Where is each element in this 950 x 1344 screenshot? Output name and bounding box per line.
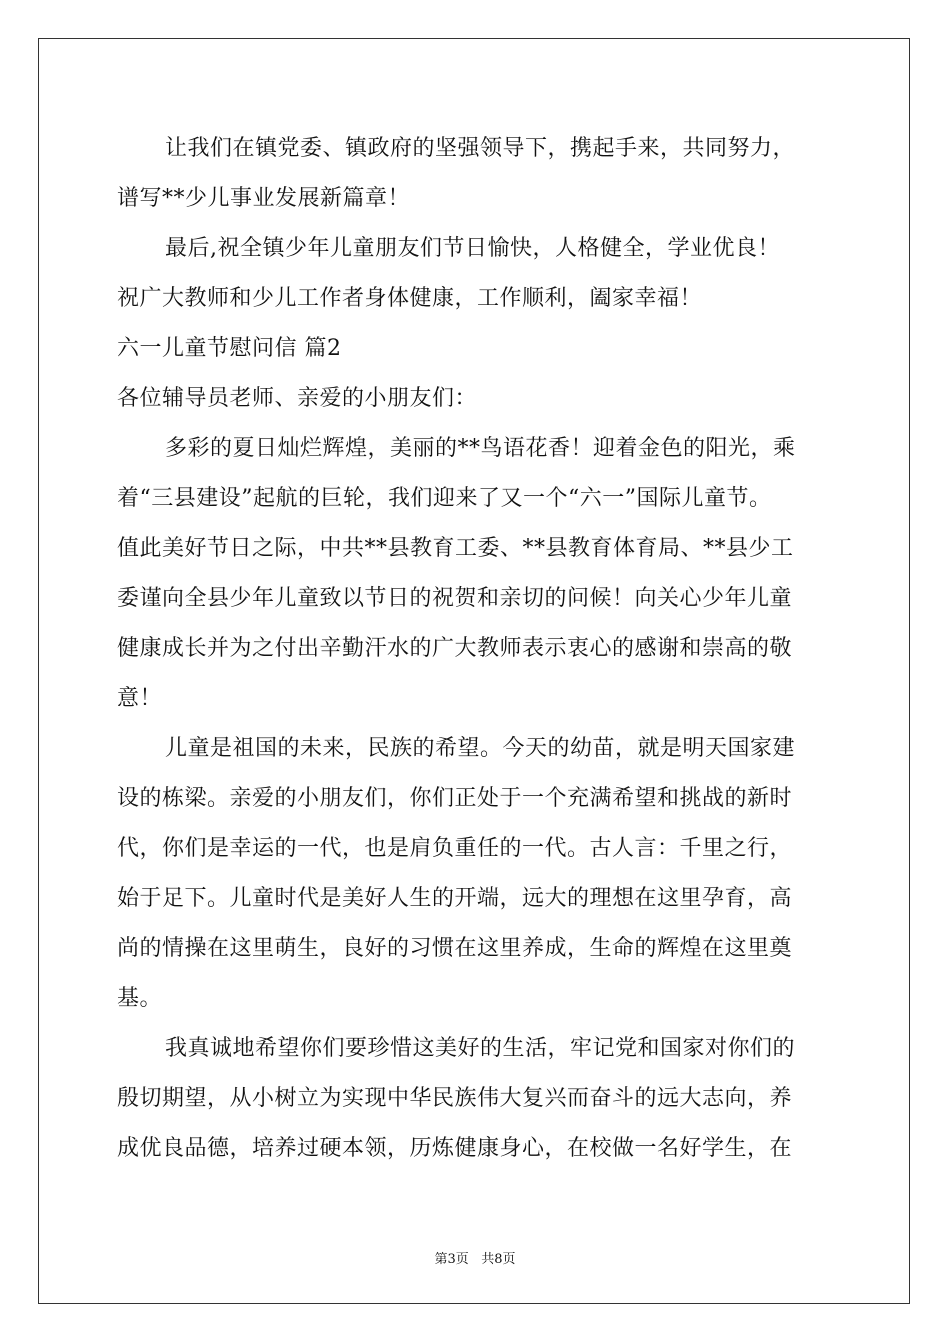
text-line: 始于足下。儿童时代是美好人生的开端，远大的理想在这里孕育，高 [117, 886, 793, 911]
text-line: 各位辅导员老师、亲爱的小朋友们： [117, 386, 478, 411]
text-line: 让我们在镇党委、镇政府的坚强领导下，携起手来，共同努力， [165, 136, 796, 161]
text-line: 谱写**少儿事业发展新篇章！ [117, 186, 411, 211]
text-line: 多彩的夏日灿烂辉煌，美丽的**鸟语花香！迎着金色的阳光，乘 [165, 436, 796, 461]
text-line: 基。 [117, 986, 163, 1011]
page-number: 第3页 [434, 1252, 469, 1267]
text-line: 殷切期望，从小树立为实现中华民族伟大复兴而奋斗的远大志向，养 [117, 1086, 793, 1111]
document-body [117, 124, 847, 1174]
text-line: 着“三县建设”起航的巨轮，我们迎来了又一个“六一”国际儿童节。 [117, 486, 772, 511]
text-line: 六一儿童节慰问信 篇2 [117, 336, 342, 361]
text-line: 儿童是祖国的未来，民族的希望。今天的幼苗，就是明天国家建 [165, 736, 796, 761]
text-line: 我真诚地希望你们要珍惜这美好的生活，牢记党和国家对你们的 [165, 1036, 796, 1061]
text-line: 代，你们是幸运的一代，也是肩负重任的一代。古人言：千里之行， [117, 836, 793, 861]
text-line: 尚的情操在这里萌生，良好的习惯在这里养成，生命的辉煌在这里奠 [117, 936, 793, 961]
text-line: 成优良品德，培养过硬本领，历炼健康身心，在校做一名好学生，在 [117, 1136, 793, 1161]
text-line: 健康成长并为之付出辛勤汗水的广大教师表示衷心的感谢和崇高的敬 [117, 636, 793, 661]
page-footer [0, 1248, 950, 1267]
text-line: 祝广大教师和少儿工作者身体健康，工作顺利，阖家幸福！ [117, 286, 703, 311]
page-total: 共8页 [481, 1252, 516, 1267]
text-line: 值此美好节日之际，中共**县教育工委、**县教育体育局、**县少工 [117, 536, 794, 561]
text-line: 设的栋梁。亲爱的小朋友们，你们正处于一个充满希望和挑战的新时 [117, 786, 793, 811]
text-line: 意！ [117, 686, 163, 711]
text-line: 最后,祝全镇少年儿童朋友们节日愉快，人格健全，学业优良！ [165, 236, 780, 261]
text-line: 委谨向全县少年儿童致以节日的祝贺和亲切的问候！向关心少年儿童 [117, 586, 793, 611]
